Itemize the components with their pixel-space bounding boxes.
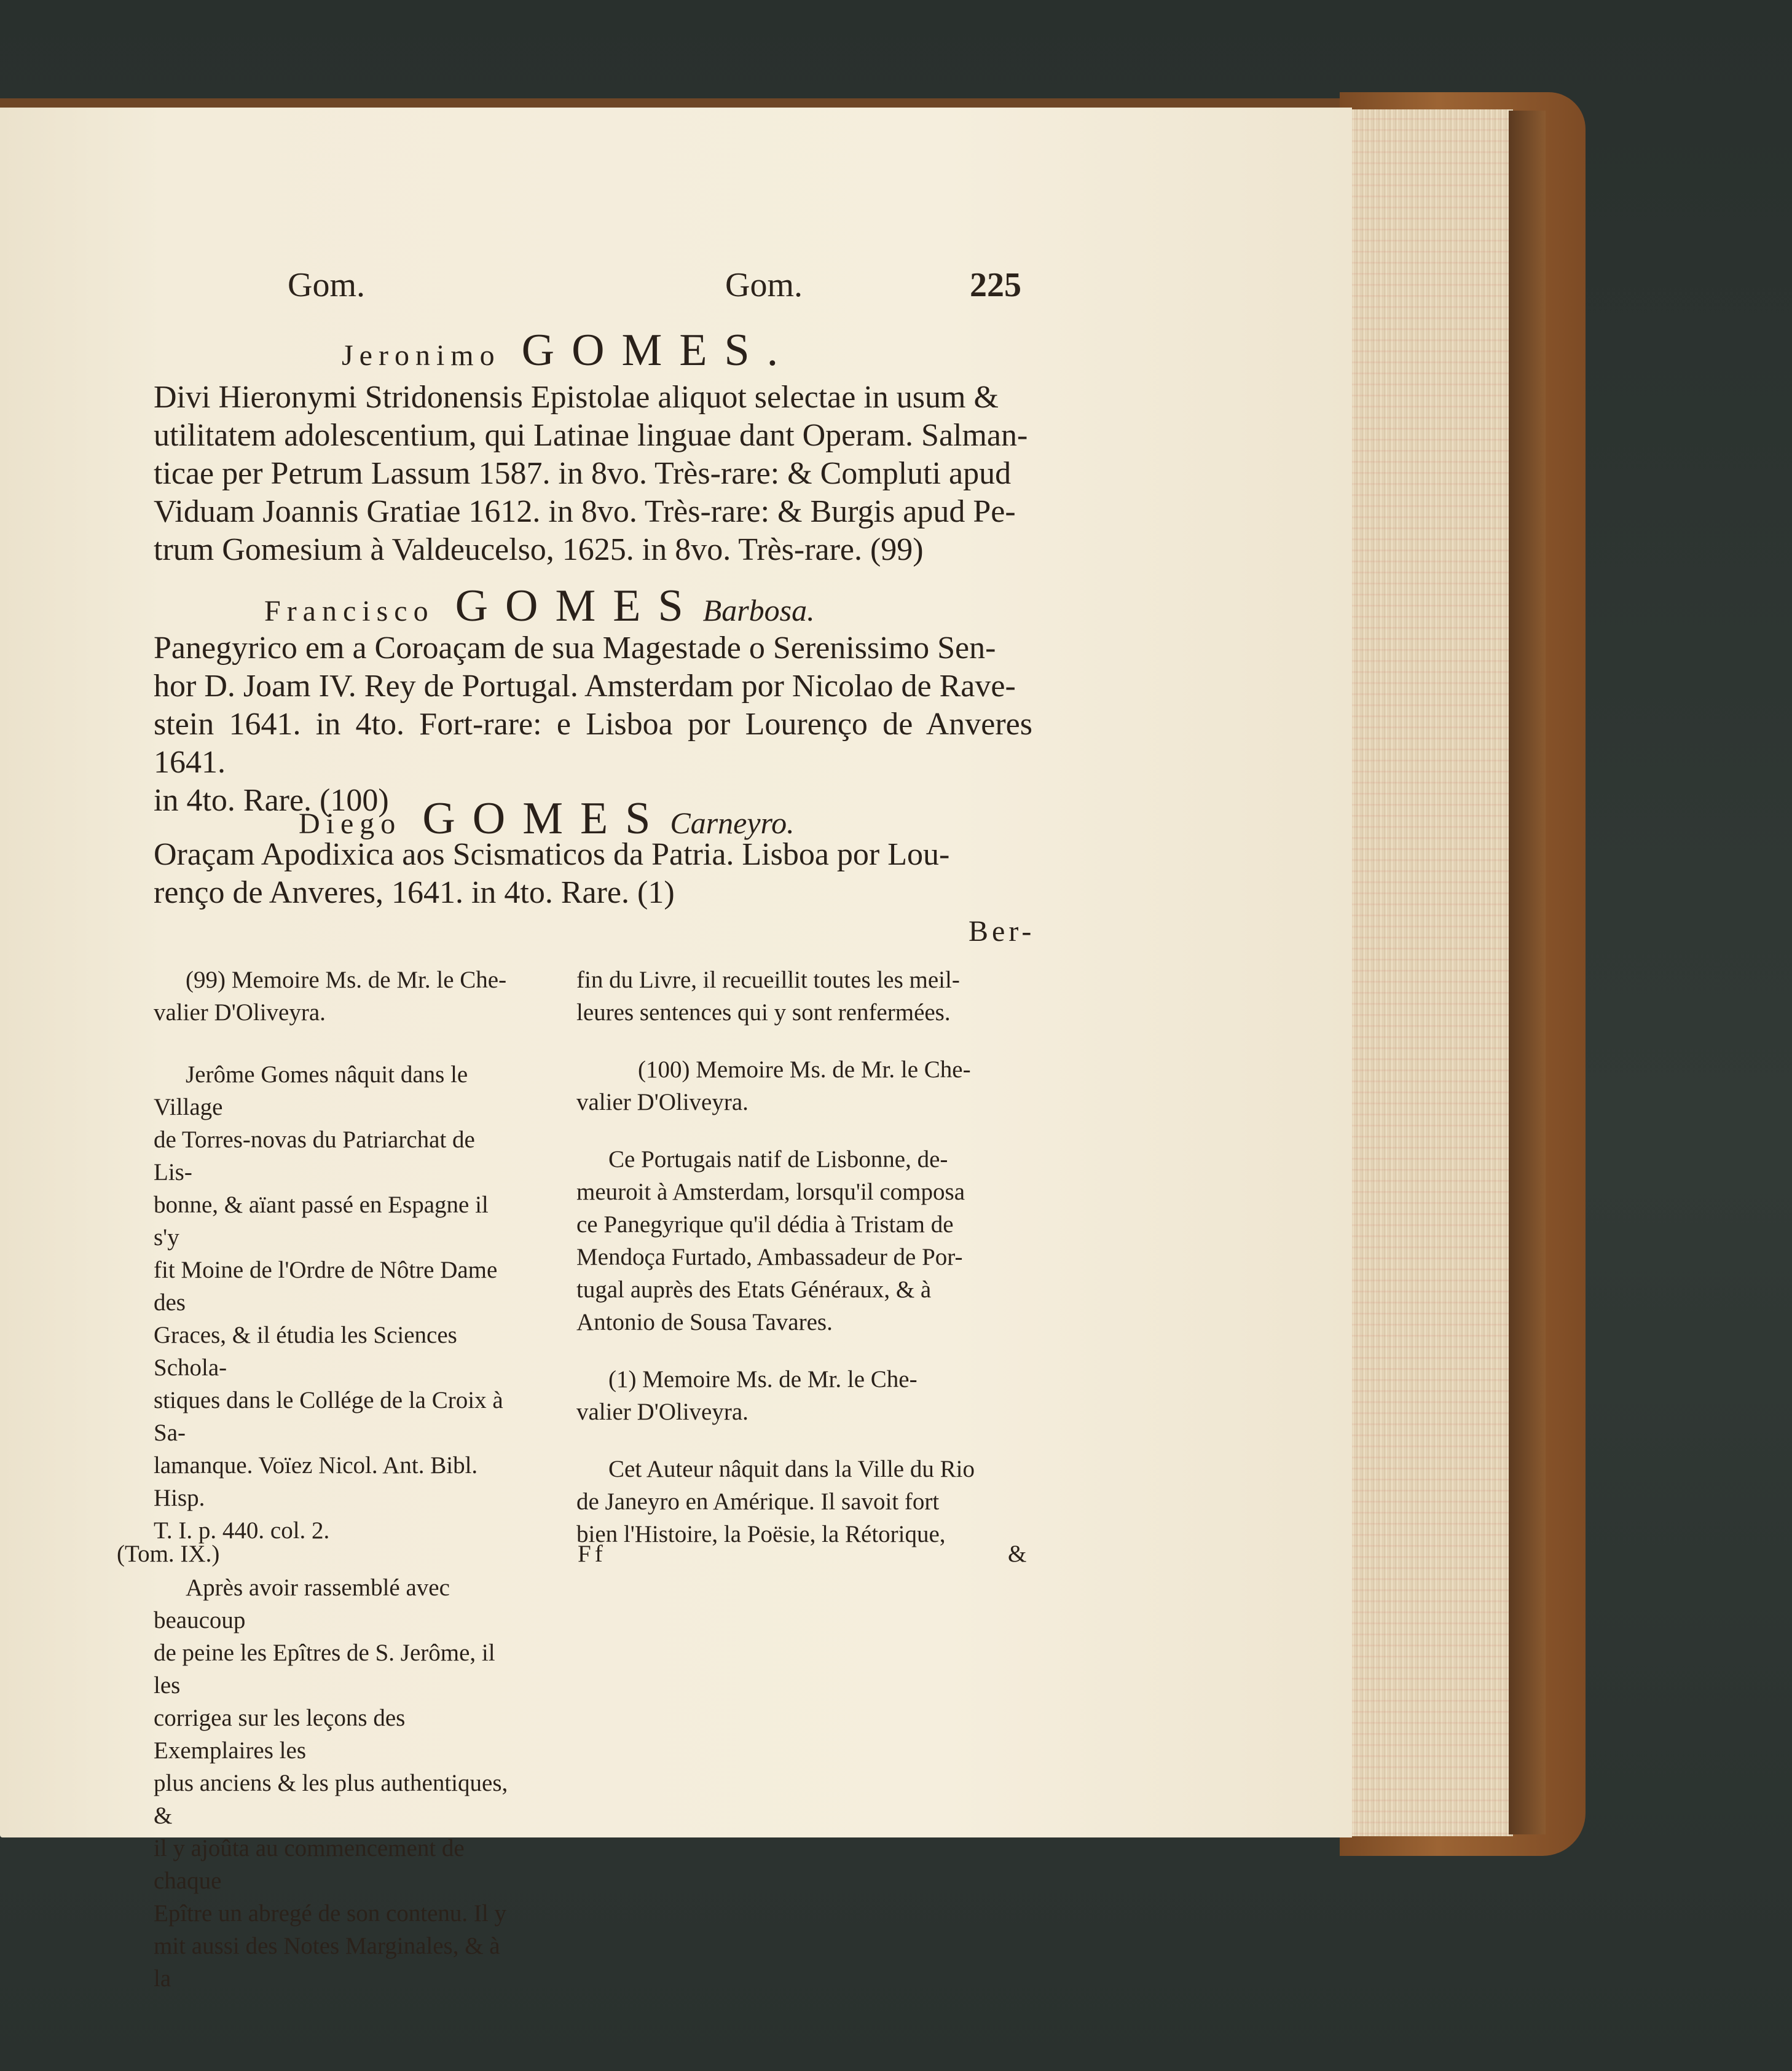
note-block (154, 1571, 516, 1995)
note-line: plus anciens & les plus authentiques, & (154, 1770, 508, 1829)
note-line: meuroit à Amsterdam, lorsqu'il composa (576, 1179, 965, 1205)
running-head-center: Gom. (725, 266, 803, 304)
page-fore-edge (1343, 109, 1513, 1836)
entry-epithet: Carneyro. (670, 806, 795, 840)
note-line: de Janeyro en Amérique. Il savoit fort (576, 1488, 940, 1515)
entry-surname: GOMES (455, 581, 701, 631)
note-line: fin du Livre, il recueillit toutes les meil- (576, 967, 960, 993)
note-block (576, 1453, 1037, 1550)
note-block (154, 1058, 516, 1547)
sheet-signature: Ff (578, 1541, 607, 1567)
notes-right-column (576, 964, 1037, 1550)
cover-edge-shadow (1509, 111, 1546, 1834)
entry-given-name: Francisco (264, 595, 434, 627)
running-head-left: Gom. (288, 266, 365, 304)
note-line: bonne, & aïant passé en Espagne il s'y (154, 1192, 489, 1251)
note-line: valier D'Oliveyra. (576, 1089, 749, 1115)
note-block (154, 964, 516, 1029)
entry-heading-francisco (264, 580, 815, 632)
note-line: tugal auprès des Etats Généraux, & à (576, 1276, 932, 1303)
note-line: fit Moine de l'Ordre de Nôtre Dame des (154, 1257, 498, 1316)
note-block (576, 1363, 1037, 1428)
page-number: 225 (970, 266, 1021, 304)
note-line: de peine les Epîtres de S. Jerôme, il les (154, 1640, 495, 1699)
note-line: Mendoça Furtado, Ambassadeur de Por- (576, 1244, 963, 1270)
note-line: corrigea sur les leçons des Exemplaires les (154, 1705, 406, 1764)
note-line: Ce Portugais natif de Lisbonne, de- (608, 1146, 948, 1173)
note-block (576, 964, 1037, 1029)
entry-line: Divi Hieronymi Stridonensis Epistolae aliquot selectae in usum & (154, 380, 999, 415)
volume-signature: (Tom. IX.) (117, 1541, 220, 1567)
note-line: de Torres-novas du Patriarchat de Lis- (154, 1126, 475, 1185)
entry-heading-jeronimo (342, 324, 795, 377)
entry-given-name: Jeronimo (342, 339, 501, 372)
note-line: Epître un abregé de son contenu. Il y (154, 1900, 506, 1927)
catchword: Ber- (969, 915, 1036, 948)
note-line: lamanque. Voïez Nicol. Ant. Bibl. Hisp. (154, 1452, 478, 1511)
note-line: bien l'Histoire, la Poësie, la Rétorique, (576, 1521, 946, 1547)
entry-line: trum Gomesium à Valdeucelso, 1625. in 8vo. Très-rare. (99) (154, 532, 924, 567)
entry-line: Viduam Joannis Gratiae 1612. in 8vo. Très-rare: & Burgis apud Pe- (154, 494, 1016, 529)
entry-surname: GOMES (422, 793, 668, 844)
note-line: T. I. p. 440. col. 2. (154, 1517, 330, 1544)
note-line: Graces, & il étudia les Sciences Schola- (154, 1322, 457, 1381)
note-line: ce Panegyrique qu'il dédia à Tristam de (576, 1211, 954, 1238)
note-line: (99) Memoire Ms. de Mr. le Che- (186, 967, 507, 993)
entry-body-jeronimo (154, 379, 1032, 569)
entry-line: in 4to. Rare. (100) (154, 783, 389, 818)
note-line: (100) Memoire Ms. de Mr. le Che- (638, 1056, 971, 1083)
note-line: Après avoir rassemblé avec beaucoup (154, 1574, 450, 1633)
entry-line: Oraçam Apodixica aos Scismaticos da Patria. Lisboa por Lou- (154, 837, 950, 872)
note-line: leures sentences qui y sont renfermées. (576, 999, 951, 1026)
entry-epithet: Barbosa. (702, 593, 815, 627)
note-line: (1) Memoire Ms. de Mr. le Che- (608, 1366, 918, 1393)
bottom-catchword: & (1008, 1541, 1027, 1567)
entry-body-francisco (154, 629, 1032, 820)
entry-line: renço de Anveres, 1641. in 4to. Rare. (1) (154, 875, 675, 910)
note-line: Cet Auteur nâquit dans la Ville du Rio (608, 1456, 975, 1482)
entry-given-name: Diego (299, 808, 402, 840)
note-block (576, 1053, 1037, 1118)
entry-line: stein 1641. in 4to. Fort-rare: e Lisboa por Lourenço de Anveres 1641. (154, 707, 1032, 780)
entry-surname: GOMES. (521, 325, 796, 375)
note-line: valier D'Oliveyra. (576, 1399, 749, 1425)
entry-line: ticae per Petrum Lassum 1587. in 8vo. Très-rare: & Compluti apud (154, 456, 1012, 491)
notes-left-column (154, 964, 516, 1995)
note-line: Jerôme Gomes nâquit dans le Village (154, 1061, 468, 1120)
note-line: mit aussi des Notes Marginales, & à la (154, 1933, 500, 1992)
note-line: stiques dans le Collége de la Croix à Sa- (154, 1387, 503, 1446)
note-block (576, 1143, 1037, 1338)
note-line: Antonio de Sousa Tavares. (576, 1309, 833, 1335)
note-line: il y ajoûta au commencement de chaque (154, 1835, 465, 1894)
entry-body-diego (154, 836, 1032, 912)
entry-line: hor D. Joam IV. Rey de Portugal. Amsterdam por Nicolao de Rave- (154, 669, 1016, 704)
entry-line: utilitatem adolescentium, qui Latinae linguae dant Operam. Salman- (154, 418, 1028, 453)
entry-line: Panegyrico em a Coroaçam de sua Magestade o Serenissimo Sen- (154, 631, 996, 666)
note-line: valier D'Oliveyra. (154, 999, 326, 1026)
